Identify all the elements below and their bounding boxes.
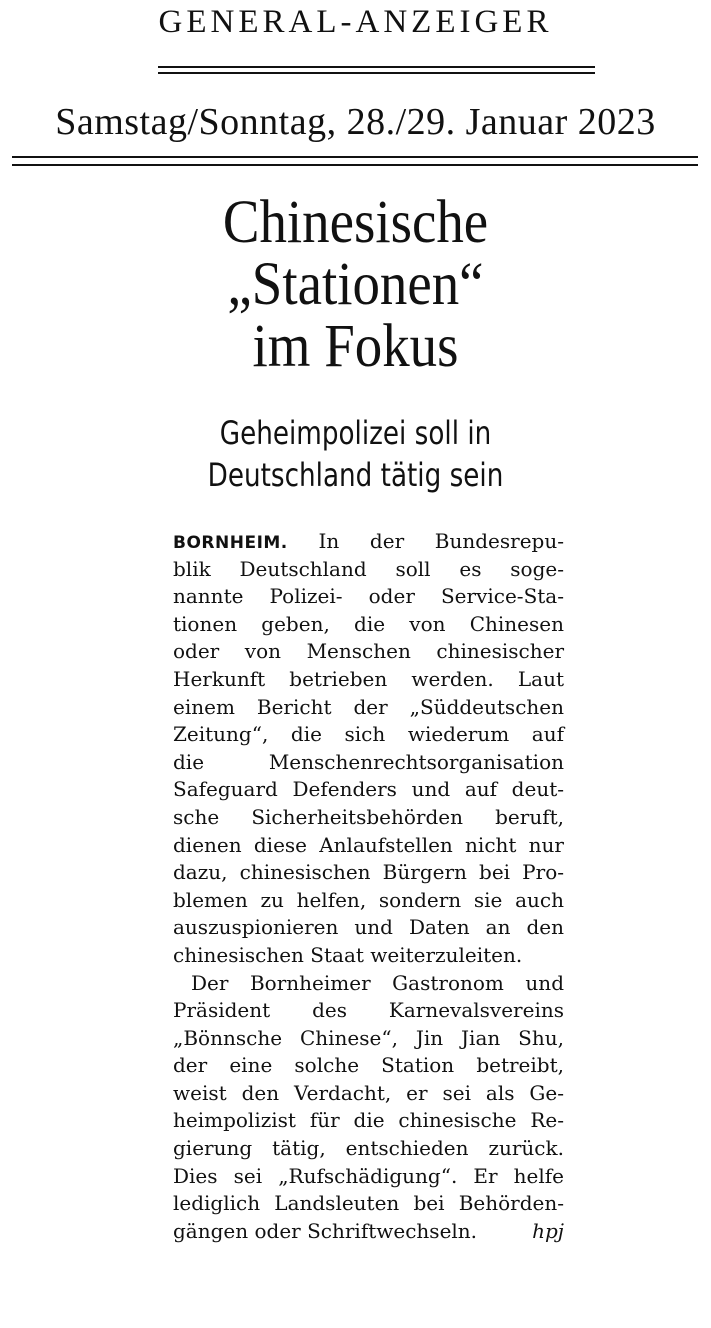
body-line-text: In der Bundesrepu- (318, 529, 564, 553)
article-body (173, 528, 564, 1245)
body-line: dienen diese Anlaufstellen nicht nur (173, 832, 564, 857)
body-line: Dies sei „Rufschädigung“. Er helfe (173, 1163, 564, 1188)
article-dateline: BORNHEIM. (173, 533, 288, 553)
body-line: der eine solche Station betreibt, (173, 1053, 564, 1078)
body-line: auszuspionieren und Daten an den (173, 915, 564, 940)
date-rule-top (12, 156, 698, 158)
body-line: einem Bericht der „Süddeutschen (173, 694, 564, 719)
body-line: dazu, chinesischen Bürgern bei Pro- (173, 860, 564, 885)
date-rule-bottom (12, 164, 698, 166)
body-line-final (173, 1218, 564, 1246)
body-line: chinesischen Staat weiterzuleiten. (173, 942, 523, 967)
body-line: Zeitung“, die sich wiederum auf (173, 722, 564, 747)
headline-line: „Stationen“ (227, 251, 484, 318)
body-line: die Menschenrechtsorganisation (173, 749, 564, 774)
body-line: Safeguard Defenders und auf deut- (173, 777, 564, 802)
masthead: GENERAL-ANZEIGER (158, 4, 553, 40)
headline-line: Chinesische (222, 189, 489, 256)
body-line: weist den Verdacht, er sei als Ge- (173, 1080, 564, 1105)
body-line: oder von Menschen chinesischer (173, 639, 564, 664)
body-line: Herkunft betrieben werden. Laut (173, 666, 564, 691)
headline-line: im Fokus (252, 313, 459, 380)
article-headline (36, 189, 676, 380)
body-line: sche Sicherheitsbehörden beruft, (173, 804, 564, 829)
body-line: Der Bornheimer Gastronom und (191, 970, 564, 995)
body-line: tionen geben, die von Chinesen (173, 611, 564, 636)
body-line: Präsident des Karnevalsvereins (173, 998, 564, 1023)
body-line: nannte Polizei- oder Service-Sta- (173, 584, 564, 609)
subheadline-line: Deutschland tätig sein (207, 456, 504, 494)
body-line: lediglich Landsleuten bei Behörden- (173, 1191, 564, 1216)
masthead-rule-top (158, 66, 595, 68)
body-line-text: gängen oder Schriftwechseln. (173, 1218, 478, 1243)
body-line-first (173, 528, 564, 556)
author-initials: hpj (532, 1218, 564, 1243)
issue-date: Samstag/Sonntag, 28./29. Januar 2023 (55, 101, 656, 143)
article-subheadline (64, 412, 647, 496)
body-line: blik Deutschland soll es soge- (173, 556, 564, 581)
body-line: „Bönnsche Chinese“, Jin Jian Shu, (173, 1025, 564, 1050)
body-line: gierung tätig, entschieden zurück. (173, 1136, 564, 1161)
body-line: blemen zu helfen, sondern sie auch (173, 887, 564, 912)
body-line: heimpolizist für die chinesische Re- (173, 1108, 564, 1133)
masthead-rule-bottom (158, 72, 595, 74)
subheadline-line: Geheimpolizei soll in (219, 414, 492, 452)
